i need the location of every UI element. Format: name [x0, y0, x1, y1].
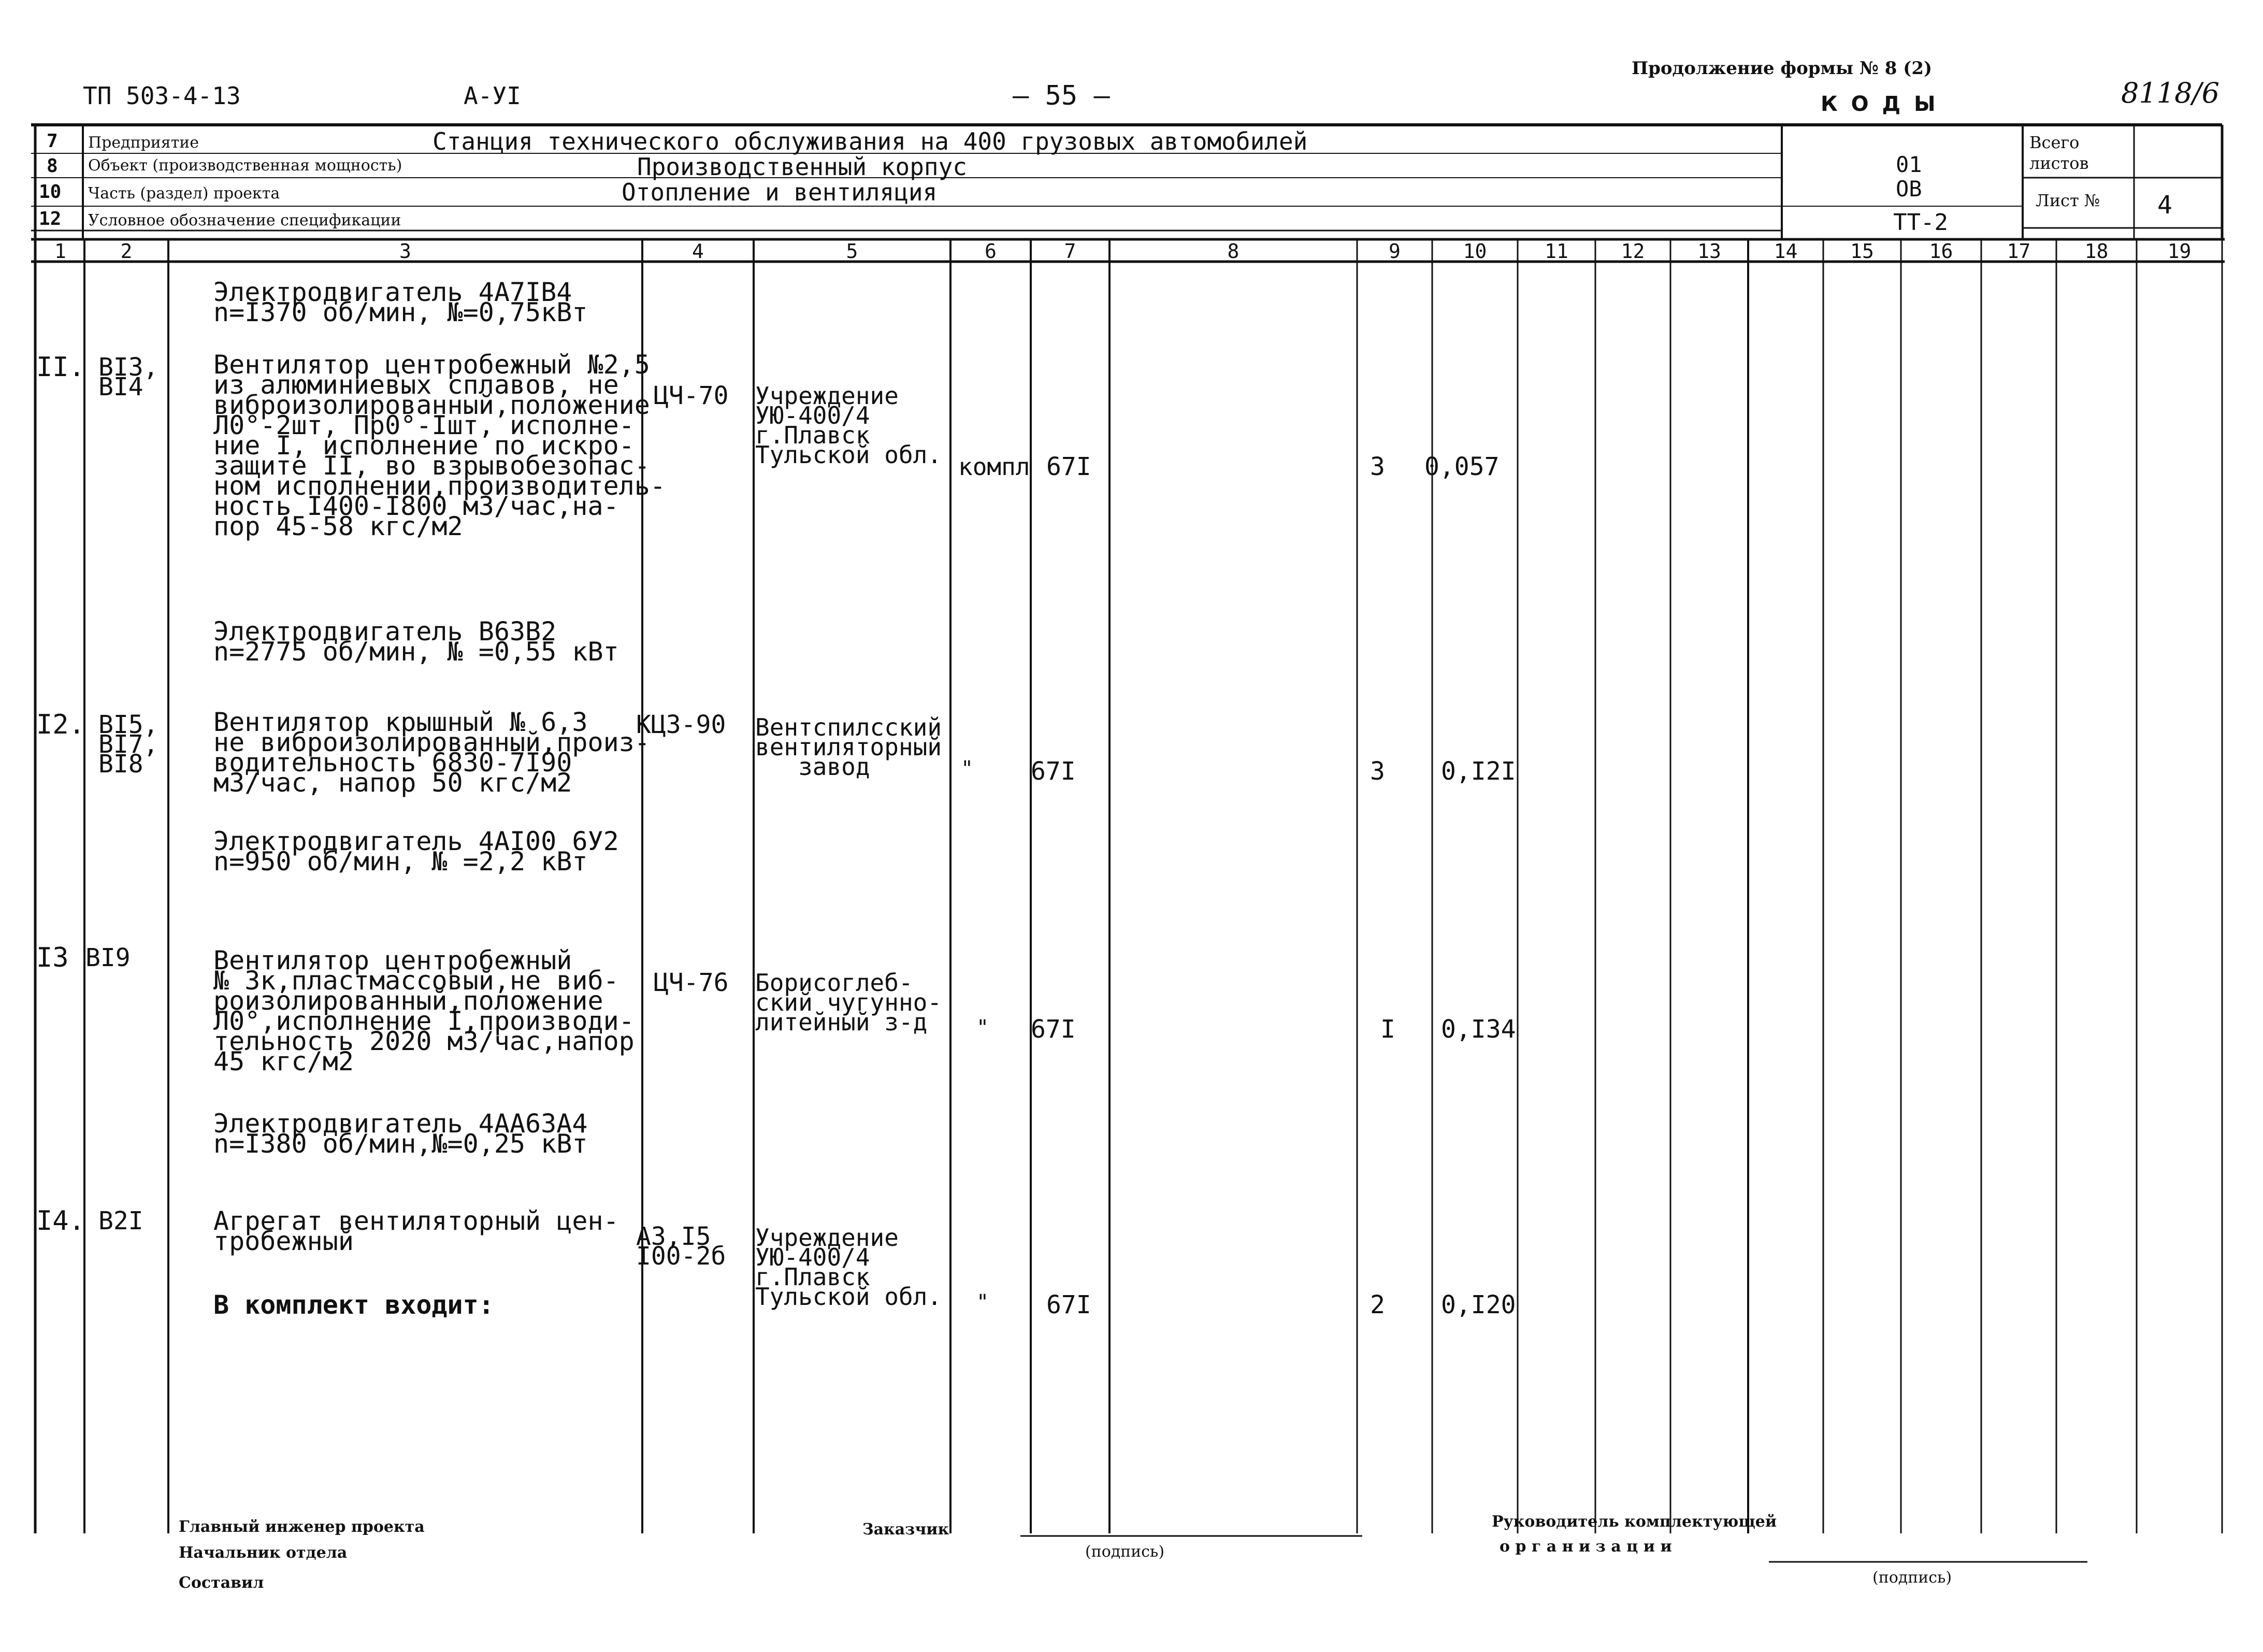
- col-num-15: 15: [1850, 240, 1874, 263]
- table-row-7-c7: 67I: [1046, 1290, 1091, 1319]
- col-num-12: 12: [1621, 240, 1645, 263]
- col-num-2: 2: [120, 240, 133, 263]
- col-num-14: 14: [1774, 240, 1798, 263]
- table-row-7-type: А3,I5 I00-2б: [636, 1222, 726, 1271]
- table-row-1-type: ЦЧ-70: [654, 381, 729, 410]
- footer-signature-1: (подпись): [1085, 1543, 1165, 1561]
- footer-compiled: Составил: [179, 1574, 264, 1592]
- table-row-1-c9: 3: [1370, 452, 1385, 481]
- table-row-5-mark: ВI9: [85, 943, 131, 972]
- table-row-5-manuf: Борисоглеб- ский чугунно- литейный з-д: [755, 969, 942, 1036]
- table-row-3-mark: ВI5, ВI7, ВI8: [98, 710, 158, 779]
- header-label-part: Часть (раздел) проекта: [88, 184, 280, 203]
- project-code: ТП 503-4-13: [83, 82, 241, 110]
- header-row-num-8: 8: [47, 155, 58, 177]
- page-number: – 55 –: [1013, 80, 1110, 111]
- col-num-8: 8: [1227, 240, 1239, 263]
- table-row-5-c7: 67I: [1031, 1015, 1076, 1044]
- table-row-1-manuf: Учреждение УЮ-400/4 г.Плавск Тульской обл.: [755, 382, 942, 469]
- col-num-11: 11: [1545, 240, 1568, 263]
- table-row-3-type: КЦ3-90: [636, 710, 726, 739]
- footer-department-head: Начальник отдела: [179, 1544, 348, 1562]
- col-num-3: 3: [399, 240, 411, 263]
- sheet-label: Лист №: [2036, 191, 2100, 210]
- table-row-1-c10: 0,057: [1424, 452, 1500, 481]
- table-row-8-desc: В комплект входит:: [213, 1290, 494, 1320]
- sheet-value: 4: [2157, 191, 2172, 220]
- header-value-object: Производственный корпус: [637, 153, 967, 181]
- header-value-enterprise: Станция технического обслуживания на 400 грузовых автомобилей: [433, 127, 1308, 155]
- table-row-7-pos: I4.: [36, 1205, 85, 1237]
- col-num-5: 5: [846, 240, 858, 263]
- table-row-7-c9: 2: [1370, 1290, 1385, 1319]
- table-row-1-pos: II.: [36, 352, 85, 383]
- footer-organization: о р г а н и з а ц и и: [1500, 1538, 1672, 1556]
- col-num-10: 10: [1463, 240, 1487, 263]
- col-num-13: 13: [1697, 240, 1721, 263]
- col-num-4: 4: [692, 240, 704, 263]
- header-row-num-7: 7: [47, 131, 58, 152]
- sheet-code: А-УI: [464, 82, 521, 110]
- table-row-5-pos: I3: [36, 942, 69, 973]
- header-value-part: Отопление и вентиляция: [622, 178, 938, 206]
- table-row-5-c9: I: [1380, 1015, 1395, 1044]
- table-row-1-c7: 67I: [1046, 452, 1091, 481]
- table-row-7-mark: В2I: [98, 1206, 143, 1236]
- header-label-enterprise: Предприятие: [88, 134, 199, 152]
- table-row-3-desc: Вентилятор крышный № 6,3 не виброизолированный,произ- водительность 6830-7I90 м3/час, напор 50 кгс/м2: [213, 707, 650, 798]
- table-row-0-desc: Электродвигатель 4А7IВ4 n=I370 об/мин, №=0,75кВт: [213, 277, 588, 327]
- table-row-6-desc: Электродвигатель 4АА63А4 n=I380 об/мин,№=0,25 кВт: [213, 1109, 588, 1159]
- table-row-1-c6: компл: [958, 453, 1030, 481]
- codes-title: К О Д Ы: [1821, 92, 1939, 116]
- col-num-6: 6: [985, 240, 997, 263]
- table-row-5-desc: Вентилятор центробежный № 3к,пластмассовый,не виб- роизолированный,положение Л0°,исполнение I,производи- тельность 2020 м3/час,напор 45 кгс/м2: [213, 945, 635, 1076]
- header-label-spec: Условное обозначение спецификации: [88, 211, 401, 229]
- form-continuation: Продолжение формы № 8 (2): [1632, 58, 1933, 79]
- table-row-3-manuf: Вентспилсский вентиляторный завод: [755, 713, 942, 781]
- table-row-7-desc: Агрегат вентиляторный цен- тробежный: [213, 1206, 619, 1256]
- table-row-5-c6: ": [976, 1016, 989, 1040]
- col-num-16: 16: [1929, 240, 1953, 263]
- header-row-num-12: 12: [39, 208, 62, 229]
- col-num-17: 17: [2007, 240, 2031, 263]
- col-num-1: 1: [54, 240, 66, 263]
- corner-number: 8118/6: [2121, 77, 2219, 109]
- header-label-object: Объект (производственная мощность): [88, 156, 402, 175]
- col-num-18: 18: [2084, 240, 2109, 263]
- table-row-3-c9: 3: [1370, 757, 1385, 786]
- header-code-part: ОВ: [1896, 176, 1922, 202]
- table-row-2-desc: Электродвигатель В63В2 n=2775 об/мин, № =0,55 кВт: [213, 616, 619, 667]
- table-row-4-desc: Электродвигатель 4АI00 6У2 n=950 об/мин, № =2,2 кВт: [213, 826, 619, 877]
- header-row-num-10: 10: [39, 181, 62, 203]
- footer-manager: Руководитель комплектующей: [1492, 1513, 1777, 1531]
- table-row-1-desc: Вентилятор центробежный №2,5 из алюминиевых сплавов, не виброизолированный,положение Л0°-2шт, Пр0°-Iшт, исполне- ние I, исполнение по искро- защите II, во взрывобезопас- ном исполнении,производитель- ность I400-I800 м3/час,на- пор 45-58 кгс/м2: [213, 350, 666, 541]
- table-row-5-c10: 0,I34: [1441, 1015, 1516, 1044]
- col-num-19: 19: [2167, 240, 2192, 263]
- col-num-9: 9: [1389, 240, 1401, 263]
- table-row-5-type: ЦЧ-76: [654, 968, 729, 997]
- table-row-1-mark: ВI3, ВI4: [98, 353, 158, 401]
- col-num-7: 7: [1064, 240, 1076, 263]
- footer-signature-2: (подпись): [1872, 1569, 1952, 1587]
- table-row-7-c6: ": [976, 1290, 989, 1314]
- header-code-object: 01: [1896, 152, 1922, 177]
- table-row-7-c10: 0,I20: [1441, 1290, 1516, 1319]
- table-row-3-c10: 0,I2I: [1441, 757, 1516, 786]
- table-row-7-manuf: Учреждение УЮ-400/4 г.Плавск Тульской обл.: [755, 1224, 942, 1311]
- footer-customer: Заказчик: [862, 1520, 949, 1539]
- table-row-3-pos: I2.: [36, 709, 85, 740]
- header-code-spec: ТТ-2: [1893, 209, 1948, 236]
- table-row-3-c7: 67I: [1031, 757, 1076, 786]
- footer-chief-engineer: Главный инженер проекта: [179, 1518, 425, 1536]
- table-row-3-c6: ": [961, 757, 974, 781]
- total-sheets-label: Всего листов: [2029, 133, 2089, 173]
